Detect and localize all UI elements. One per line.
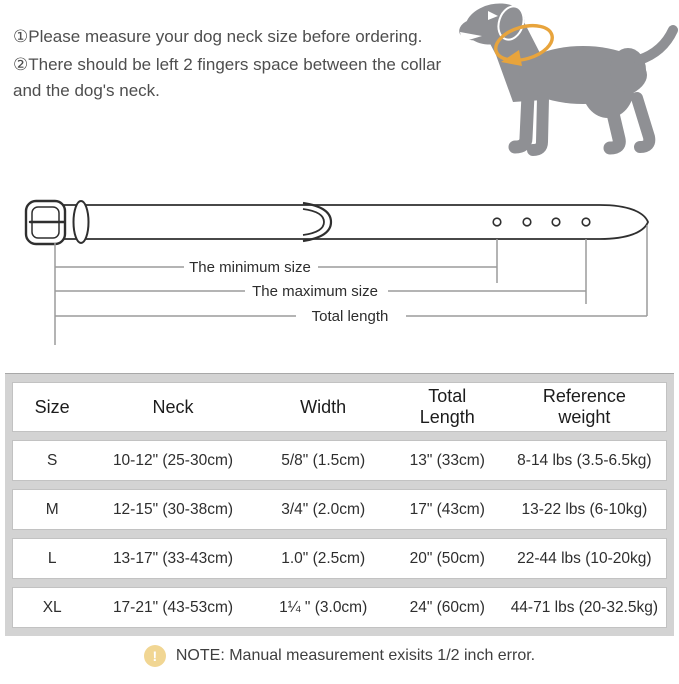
cell-size: XL xyxy=(42,598,62,616)
cell-width: 3/4" (2.0cm) xyxy=(281,500,366,518)
buckle-icon xyxy=(26,201,65,244)
strap-hole xyxy=(523,218,531,226)
total-length-label: Total length xyxy=(311,308,389,325)
strap-hole xyxy=(493,218,501,226)
dog-silhouette-icon xyxy=(457,0,673,150)
table-row-xl xyxy=(12,587,667,628)
note-text: NOTE: Manual measurement exisits 1/2 inch error. xyxy=(175,647,536,664)
cell-reference-weight: 13-22 lbs (6-10kg) xyxy=(521,500,648,518)
instructions-section xyxy=(13,24,449,106)
strap-hole xyxy=(582,218,590,226)
table-header-row xyxy=(12,382,667,432)
cell-reference-weight: 8-14 lbs (3.5-6.5kg) xyxy=(517,451,652,469)
cell-width: 5/8" (1.5cm) xyxy=(281,451,366,469)
cell-reference-weight: 44-71 lbs (20-32.5kg) xyxy=(510,598,659,616)
minimum-size-label: The minimum size xyxy=(189,259,311,276)
instruction-line-2: ②There should be left 2 fingers space between the collar and the dog's neck. xyxy=(13,55,442,100)
dog-figure xyxy=(443,0,679,160)
cell-total-length: 20" (50cm) xyxy=(409,549,485,567)
cell-neck: 12-15" (30-38cm) xyxy=(112,500,234,518)
cell-size: M xyxy=(45,500,59,518)
cell-total-length: 17" (43cm) xyxy=(409,500,485,518)
cell-size: L xyxy=(47,549,57,567)
table-row-s xyxy=(12,440,667,481)
collar-outline xyxy=(26,201,648,244)
cell-total-length: 13" (33cm) xyxy=(409,451,485,469)
cell-reference-weight: 22-44 lbs (10-20kg) xyxy=(517,549,652,567)
collar-diagram xyxy=(0,182,679,352)
size-table xyxy=(5,373,674,636)
maximum-size-label: The maximum size xyxy=(252,283,378,300)
cell-width: 1.0" (2.5cm) xyxy=(281,549,366,567)
instruction-line-1: ①Please measure your dog neck size before ordering. xyxy=(13,27,423,46)
cell-width: 1¼ " (3.0cm) xyxy=(279,598,368,616)
note-row xyxy=(0,645,679,667)
table-row-l xyxy=(12,538,667,579)
strap-hole xyxy=(552,218,560,226)
column-header-width: Width xyxy=(300,396,347,417)
column-header-size: Size xyxy=(34,396,70,417)
column-header-reference-weight: Reference weight xyxy=(542,386,626,427)
cell-neck: 13-17" (33-43cm) xyxy=(112,549,234,567)
cell-total-length: 24" (60cm) xyxy=(409,598,485,616)
keeper-loop xyxy=(74,201,89,243)
table-row-m xyxy=(12,489,667,530)
column-header-neck: Neck xyxy=(152,396,194,417)
exclamation-icon: ! xyxy=(144,645,166,667)
column-header-total-length: Total Length xyxy=(419,386,475,427)
cell-neck: 17-21" (43-53cm) xyxy=(112,598,234,616)
cell-neck: 10-12" (25-30cm) xyxy=(112,451,234,469)
cell-size: S xyxy=(47,451,58,469)
